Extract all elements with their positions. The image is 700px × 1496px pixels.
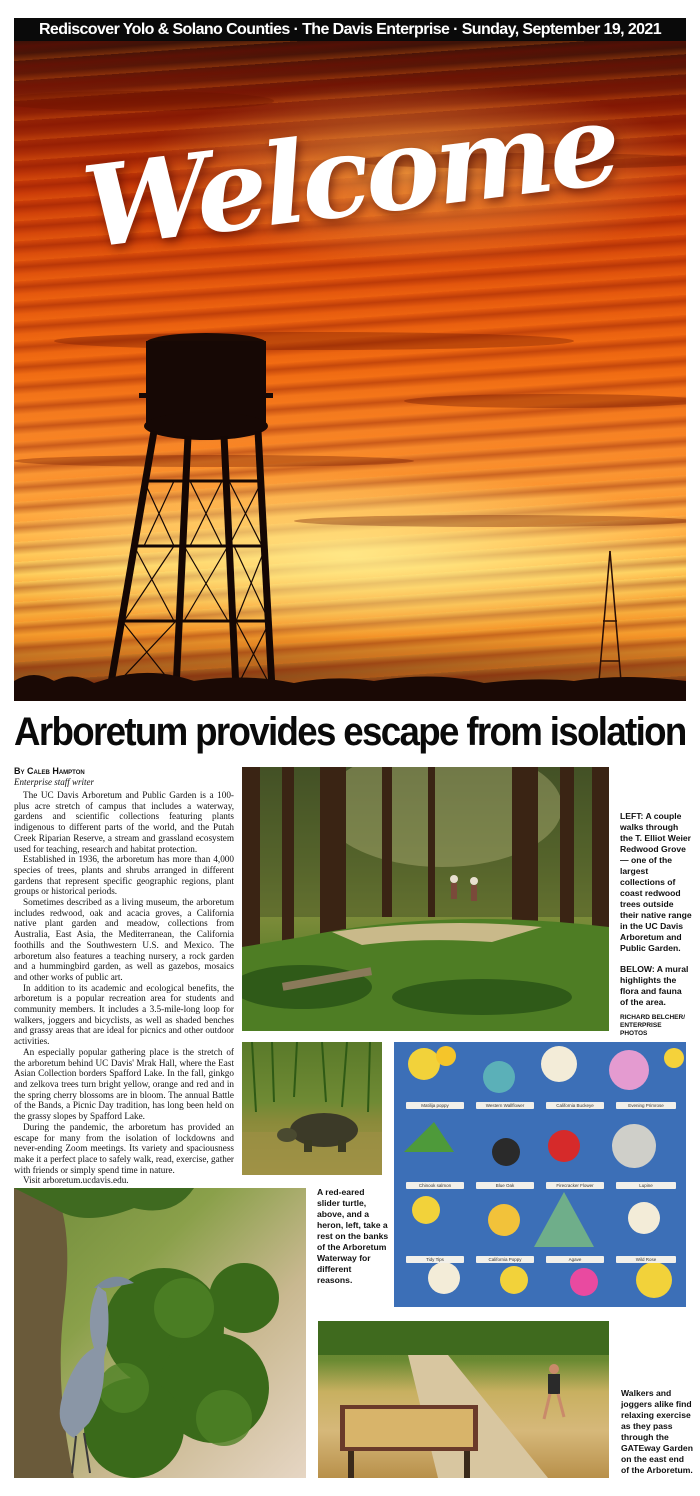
section-banner (14, 18, 686, 41)
heron-illustration (14, 1188, 306, 1478)
article-paragraph: Established in 1936, the arboretum has more than 4,000 species of trees, plants and shrubs arranged in different gardens that represent specific geographic regions, plant groups or historical periods. (14, 854, 234, 897)
article-paragraph: Sometimes described as a living museum, the arboretum includes redwood, oak and acacia groves, a California native plant garden and meadow, collections from Australia, East Asia, the Mediterranean, the California foothills and the Southwestern U.S. and Mexico. The arboretum also features a teaching nursery, a rock garden and a hummingbird garden, as well as gazebos, mosaics and other works of public art. (14, 897, 234, 982)
gateway-garden-photo (318, 1321, 609, 1478)
turtle-heron-caption (317, 1187, 389, 1296)
article-paragraph: Visit arboretum.ucdavis.edu. (23, 1175, 129, 1186)
welcome-script-title: Welcome (76, 78, 624, 275)
mural-label: Wild Rose (616, 1256, 676, 1263)
mural-label: California Buckeye (546, 1102, 604, 1109)
redwood-grove-photo (242, 767, 609, 1031)
mural-photo (394, 1042, 686, 1307)
article-paragraph: An especially popular gathering place is the stretch of the arboretum behind UC Davis' Mrak Hall, where the East Asian Collection borders Spafford Lake. In the fall, ginkgo and zelkova trees turn bright yellow, orange and red and in the spring cherry blossoms are in bloom. The annual Battle of the Bands, a Picnic Day tradition, has long been held on the grassy slopes by Spafford Lake. (14, 1046, 234, 1122)
article-paragraph: The UC Davis Arboretum and Public Garden is a 100-plus acre stretch of campus that includes a waterway, gardens and scientific collections featuring plants indigenous to different parts of the world, and the Putah Creek Riparian Reserve, a stream and grassland ecosystem used for teaching, research and habitat protection. (14, 790, 234, 854)
mural-label: Lupine (616, 1182, 676, 1189)
mural-label: Evening Primrose (616, 1102, 676, 1109)
redwood-caption (620, 811, 692, 1018)
mural-label: Western Wallflower (476, 1102, 534, 1109)
joggers-caption (621, 1388, 693, 1486)
gateway-garden-illustration (318, 1321, 609, 1478)
turtle-photo (242, 1042, 382, 1175)
article-paragraph: During the pandemic, the arboretum has provided an escape for many from the isolation of lockdowns and never-ending Zoom meetings. Its variety and spaciousness make it a perfect place to safely walk, read, exercise, gather with friends or simply spend time in nature. (14, 1121, 234, 1175)
turtle-heron-caption-text: A red-eared slider turtle, above, and a heron, left, take a rest on the banks of the Arboretum Waterway for different reasons. (317, 1187, 389, 1285)
mural-caption-text: BELOW: A mural highlights the flora and fauna of the area. (620, 964, 689, 1007)
mural-label: California Poppy (476, 1256, 534, 1263)
article-headline: Arboretum provides escape from isolation (14, 710, 686, 754)
byline-role: Enterprise staff writer (14, 777, 95, 787)
mural-label: Chinook salmon (406, 1182, 464, 1189)
joggers-caption-text: Walkers and joggers alike find relaxing exercise as they pass through the GATEway Garden on the east end of the Arboretum. (621, 1388, 693, 1475)
mural-label: Blue Oak (476, 1182, 534, 1189)
photo-credit: RICHARD BELCHER/ ENTERPRISE PHOTOS (620, 1014, 685, 1037)
article-paragraph: In addition to its academic and ecological benefits, the arboretum is a popular recreation area for students and community members. It includes a 3.5-mile-long loop for walkers, joggers and bicyclists, as well as shaded benches and grassy areas that are ideal for picnics and other outdoor activities. (14, 982, 234, 1047)
redwood-caption-text: LEFT: A couple walks through the T. Elliot Weier Redwood Grove — one of the largest collections of coast redwood trees outside their native range in the UC Davis Arboretum and Public Garden. (620, 811, 692, 953)
hero-photo-water-tower (14, 41, 686, 701)
heron-photo (14, 1188, 306, 1478)
turtle-illustration (242, 1042, 382, 1175)
byline-author: By Caleb Hampton (14, 766, 85, 776)
section-banner-text: Rediscover Yolo & Solano Counties · The Davis Enterprise · Sunday, September 19, 2021 (38, 20, 662, 38)
article-body (14, 790, 234, 1186)
mural-label: Firecracker Flower (546, 1182, 604, 1189)
mural-label: Matilija poppy (406, 1102, 464, 1109)
mural-label: Tidy Tips (406, 1256, 464, 1263)
byline (14, 766, 236, 788)
mural-illustration (394, 1042, 686, 1307)
mural-label: Agave (546, 1256, 604, 1263)
redwood-grove-illustration (242, 767, 609, 1031)
